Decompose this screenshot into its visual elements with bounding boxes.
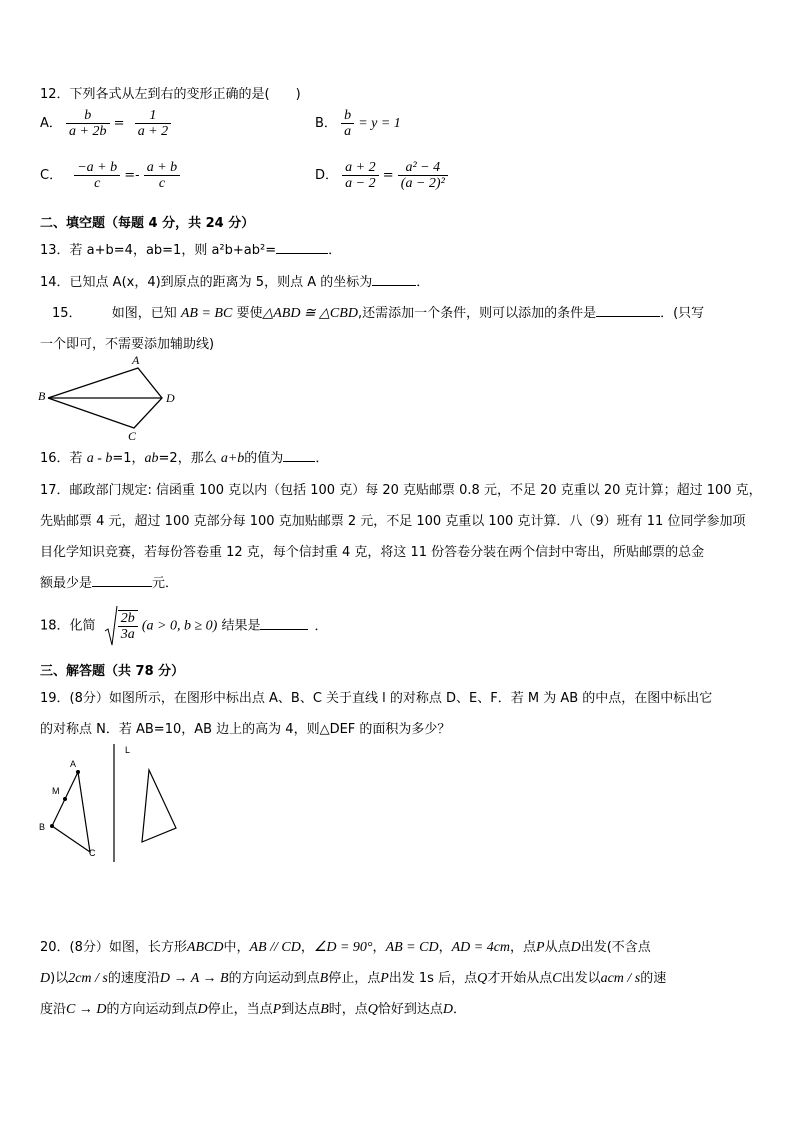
- math: C → D: [66, 1002, 107, 1017]
- math: B: [320, 1002, 329, 1017]
- option-label: B．: [315, 116, 337, 131]
- punct: ．: [314, 618, 328, 634]
- math: 2cm / s: [68, 971, 108, 986]
- fraction: $\frac{b}{a}$: [341, 108, 354, 139]
- text: ，: [300, 940, 314, 955]
- q19-line2: 的对称点 N．若 AB=10，AB 边上的高为 4，则△DEF 的面积为多少？: [40, 722, 451, 737]
- point-label-b: B: [39, 822, 46, 832]
- q17-line2: 先贴邮票 4 元，超过 100 克部分每 100 克加贴邮票 2 元，不足 100 克重以 100 克计算．八（9）班有 11 位同学参加项: [40, 514, 746, 529]
- question-text: 18．化简: [40, 618, 96, 634]
- text: 时，点: [328, 1002, 368, 1017]
- point-label-m: M: [52, 786, 60, 796]
- equals-sign: =: [382, 168, 394, 183]
- q12-option-b: [315, 108, 401, 139]
- fraction: $\frac{-a + b}{c}$: [74, 160, 120, 191]
- fraction: $\frac{a + b}{c}$: [144, 160, 180, 191]
- math: D: [40, 971, 51, 986]
- punct: ．: [328, 243, 342, 258]
- math-expression: a+b: [220, 451, 245, 466]
- q20-line3: [40, 998, 466, 1018]
- text: ，: [438, 940, 452, 955]
- text: 停止，点: [328, 971, 381, 986]
- math: B: [319, 971, 329, 986]
- text: 出发以: [561, 971, 601, 986]
- text: 中，: [223, 940, 250, 955]
- math: ABCD: [186, 940, 224, 955]
- section-heading-fill-in: 二、填空题（每题 4 分，共 24 分）: [40, 216, 255, 231]
- text: 20．(8分）如图，长方形: [40, 940, 187, 955]
- text: )以: [50, 971, 69, 986]
- question-text: =2，那么: [158, 451, 217, 466]
- q12-option-d: [315, 160, 448, 191]
- question-text: 如图，已知: [111, 306, 177, 321]
- q20-line2: [40, 967, 666, 987]
- math: D: [570, 940, 581, 955]
- text: 的速度沿: [107, 971, 160, 986]
- math-expression: AB = BC: [180, 306, 233, 321]
- text: 出发(不含点: [580, 940, 651, 955]
- math: P: [536, 940, 545, 955]
- q14: [40, 271, 429, 290]
- text: 的速: [640, 971, 667, 986]
- fraction: $\frac{b}{a + 2b}$: [66, 108, 109, 139]
- question-text: 13．若 a+b=4，ab=1，则 a²b+ab²=: [40, 243, 277, 258]
- q15-line2: 一个即可，不需要添加辅助线): [40, 337, 215, 352]
- q12-stem: 12．下列各式从左到右的变形正确的是( ): [40, 87, 301, 102]
- q17-line1: 17．邮政部门规定: 信函重 100 克以内（包括 100 克）每 20 克贴邮票 0.8 元，不足 20 克重以 20 克计算；超过 100 克，: [40, 483, 762, 498]
- q15-quadrilateral-figure: [30, 352, 190, 446]
- q19-reflection-figure: [34, 740, 194, 870]
- q12-option-a: [40, 108, 171, 139]
- math: C: [552, 971, 562, 986]
- math: Q: [367, 1002, 378, 1017]
- question-text: 要使: [236, 306, 263, 321]
- q18: [40, 605, 327, 647]
- question-text: ,还需添加一个条件，则可以添加的条件是: [357, 306, 597, 321]
- q15-line1: [52, 302, 704, 322]
- text: 停止，当点: [207, 1002, 273, 1017]
- question-text: 的值为: [244, 451, 284, 466]
- text: 才开始从点: [487, 971, 553, 986]
- line-label-l: L: [125, 745, 131, 755]
- text: ，: [372, 940, 386, 955]
- math: Q: [477, 971, 488, 986]
- math-expression: a - b: [86, 451, 113, 466]
- fraction: $\frac{a + 2}{a - 2}$: [342, 160, 378, 191]
- option-label: C．: [40, 168, 63, 183]
- equation-rest: = y = 1: [358, 116, 401, 131]
- text: 出发 1s 后，点: [388, 971, 478, 986]
- question-text: 额最少是: [40, 576, 93, 591]
- text: ，点: [510, 940, 537, 955]
- question-number: 15．: [52, 306, 82, 321]
- text: 恰好到达点: [377, 1002, 443, 1017]
- math-expression: △ABD ≅ △CBD: [262, 306, 358, 321]
- vertex-label-c: C: [128, 429, 137, 443]
- q20-line1: [40, 936, 651, 956]
- equals-sign: =: [113, 116, 125, 131]
- math: D → A → B: [159, 971, 229, 986]
- text: 的方向运动到点: [106, 1002, 198, 1017]
- question-text: 14．已知点 A(x，4)到原点的距离为 5，则点 A 的坐标为: [40, 275, 373, 290]
- vertex-label-d: D: [166, 391, 175, 405]
- math: P: [272, 1002, 282, 1017]
- answer-blank: [596, 304, 660, 317]
- fraction: $\frac{\text{a² − 4}}{\text{(a − 2)²}}$: [398, 160, 448, 191]
- answer-blank: [260, 617, 308, 630]
- answer-blank: [92, 574, 152, 587]
- q17-line3: 目化学知识竞赛，若每份答卷重 12 克，每个信封重 4 克，将这 11 份答卷分装在两个信封中寄出，所贴邮票的总金: [40, 545, 705, 560]
- question-text: ．(只写: [660, 306, 705, 321]
- radical-sign: [104, 605, 118, 647]
- question-text: 元．: [152, 576, 179, 591]
- text: 到达点: [281, 1002, 321, 1017]
- option-label: D．: [315, 168, 339, 183]
- math-expression: ab: [144, 451, 159, 466]
- math: D: [197, 1002, 208, 1017]
- answer-blank: [276, 241, 328, 254]
- option-label: A．: [40, 116, 62, 131]
- math: D: [442, 1002, 454, 1017]
- point-label-a: A: [70, 759, 77, 769]
- text: 从点: [544, 940, 571, 955]
- question-text: =1，: [112, 451, 145, 466]
- point-label-c: C: [89, 848, 96, 858]
- q12-option-c: [40, 160, 180, 191]
- vertex-label-b: B: [38, 389, 46, 403]
- text: 度沿: [40, 1002, 67, 1017]
- math: AD = 4cm: [451, 940, 511, 955]
- q16: [40, 447, 328, 467]
- answer-blank: [283, 449, 315, 462]
- equals-sign: =-: [124, 168, 140, 183]
- answer-blank: [372, 273, 416, 286]
- condition: (a > 0, b ≥ 0): [141, 618, 218, 634]
- q13: [40, 239, 341, 258]
- math: acm / s: [600, 971, 641, 986]
- section-heading-answer: 三、解答题（共 78 分）: [40, 664, 185, 679]
- math: P: [380, 971, 389, 986]
- question-text: 结果是: [221, 618, 261, 634]
- math: AB // CD: [249, 940, 301, 955]
- fraction: $\frac{1}{a + 2}$: [135, 108, 171, 139]
- q17-line4: [40, 572, 178, 591]
- text: 的方向运动到点: [228, 971, 320, 986]
- text: ．: [453, 1002, 467, 1017]
- punct: ．: [315, 451, 329, 466]
- q19-line1: 19．(8分）如图所示，在图形中标出点 A、B、C 关于直线 l 的对称点 D、E、F．若 M 为 AB 的中点，在图中标出它: [40, 691, 713, 706]
- question-text: 16．若: [40, 451, 83, 466]
- square-root: $\frac{2b}{3a}$: [104, 605, 138, 647]
- math: AB = CD: [385, 940, 439, 955]
- math: ∠D = 90°: [313, 940, 373, 955]
- punct: ．: [416, 275, 430, 290]
- vertex-label-a: A: [132, 353, 140, 367]
